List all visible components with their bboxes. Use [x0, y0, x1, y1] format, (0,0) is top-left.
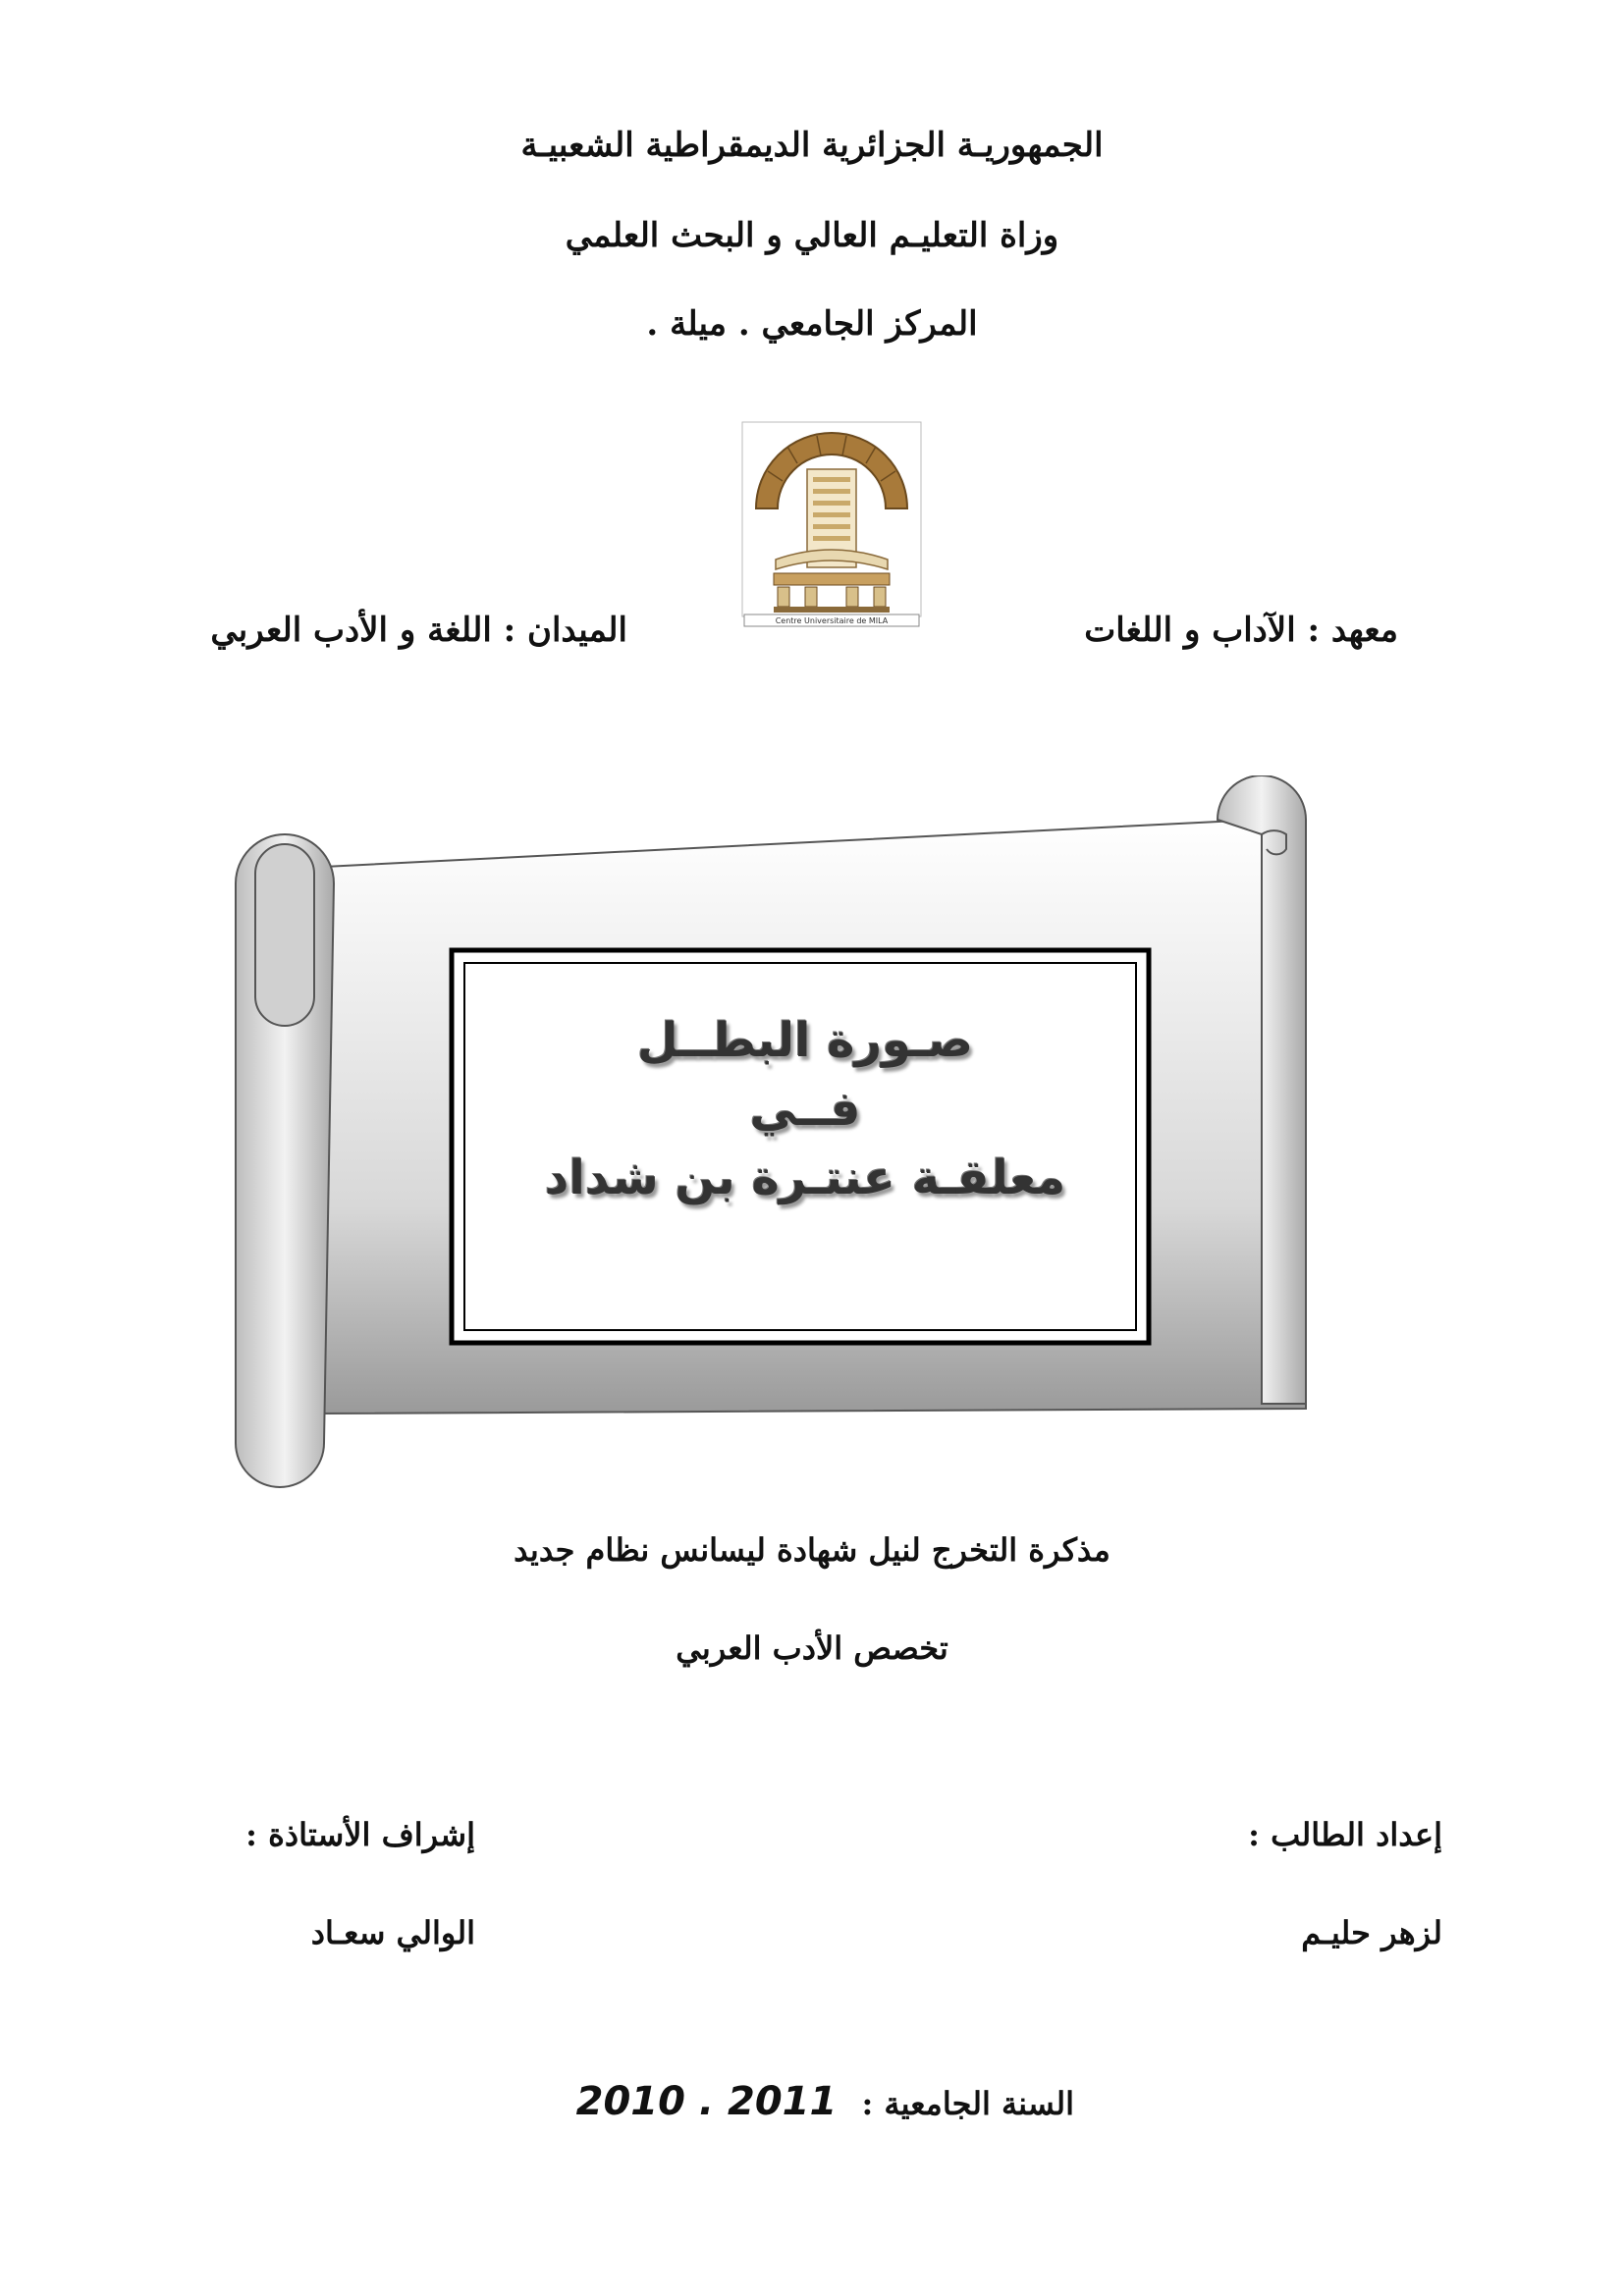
- republic-heading: الجمهوريـة الجزائرية الديمقراطية الشعبيـة: [520, 126, 1104, 165]
- university-logo: [738, 393, 925, 628]
- thesis-title: [461, 1006, 1149, 1212]
- logo-caption: Centre Universitaire de MILA: [775, 616, 889, 625]
- university-centre-heading: المركز الجامعي . ميلة .: [646, 304, 978, 344]
- supervision-label: إشراف الأستاذة :: [245, 1816, 475, 1853]
- prepared-by-label: إعداد الطالب :: [1248, 1816, 1442, 1853]
- academic-year: [576, 2079, 1074, 2124]
- specialty: تخصص الأدب العربي: [676, 1629, 948, 1667]
- title-line-2: فــي: [749, 1082, 861, 1137]
- field-label: الميدان : اللغة و الأدب العربي: [210, 611, 627, 650]
- title-line-1: صـورة البطــل: [636, 1013, 974, 1068]
- title-line-3: معلقـة عنتـرة بن شداد: [544, 1150, 1066, 1205]
- memo-purpose: مذكرة التخرج لنيل شهادة ليسانس نظام جديد: [514, 1531, 1110, 1569]
- academic-year-label: السنة الجامعية :: [861, 2085, 1074, 2122]
- supervisor-name: الوالي سعـاد: [310, 1914, 475, 1951]
- academic-year-value: 2010 . 2011: [575, 2079, 838, 2124]
- student-name: لزهر حليـم: [1301, 1914, 1442, 1951]
- ministry-heading: وزاة التعليـم العالي و البحث العلمي: [565, 216, 1059, 255]
- institute-label: معهد : الآداب و اللغات: [1084, 611, 1398, 650]
